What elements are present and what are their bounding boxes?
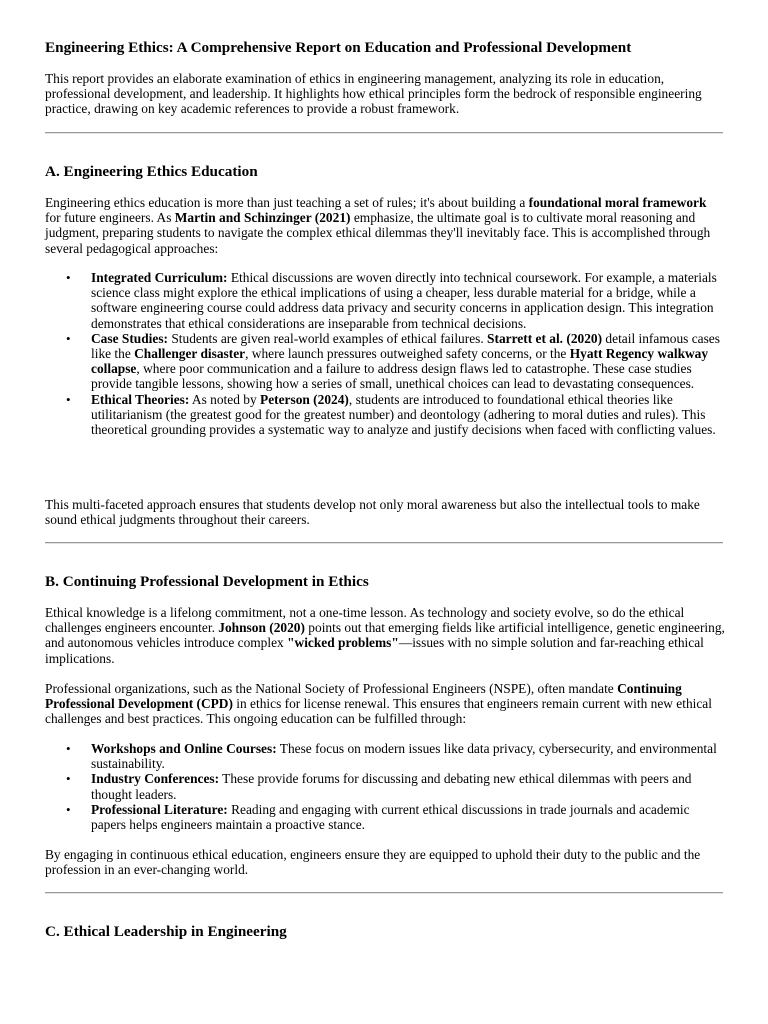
section-b-paragraph-1: Ethical knowledge is a lifelong commitment, not a one-time lesson. As technology and society evolve, so do the ethical challenges engineers encounter. Johnson (2020) points out that emerging fields like artificial intelligence, genetic engineering, and autonomous vehicles introduce complex "wicked problems"—issues with no simple solution and far-reaching ethical implications. xyxy=(45,605,725,666)
bullet-icon: • xyxy=(66,330,71,346)
list-item: • Workshops and Online Courses: These focus on modern issues like data privacy, cybersecurity, and environmental sustainability. xyxy=(66,741,717,772)
section-b-list xyxy=(45,741,725,832)
divider xyxy=(45,892,723,894)
list-item: • Case Studies: Students are given real-world examples of ethical failures. Starrett et al. (2020) detail infamous cases like the Challenger disaster, where launch pressures outweighed safety concerns, or the Hyatt Regency walkway collapse, where poor communication and a failure to address design flaws led to catastrophe. These case studies provide tangible lessons, showing how a series of small, unethical choices can lead to devastating consequences. xyxy=(66,330,720,392)
section-b-paragraph-2: Professional organizations, such as the National Society of Professional Engineers (NSPE), often mandate Continuing Professional Development (CPD) in ethics for license renewal. This ensures that engineers remain current with new ethical challenges and best practices. This ongoing education can be fulfilled through: xyxy=(45,681,712,727)
intro-paragraph: This report provides an elaborate examination of ethics in engineering management, analyzing its role in education, professional development, and leadership. It highlights how ethical principles form the bedrock of responsible engineering practice, drawing on key academic references to provide a robust framework. xyxy=(45,71,702,117)
bullet-icon: • xyxy=(66,771,71,787)
section-a-closing: This multi-faceted approach ensures that students develop not only moral awareness but also the intellectual tools to make sound ethical judgments throughout their careers. xyxy=(45,497,700,528)
report-title: Engineering Ethics: A Comprehensive Report on Education and Professional Development xyxy=(45,39,632,56)
section-a-paragraph: Engineering ethics education is more than just teaching a set of rules; it's about building a foundational moral framework for future engineers. As Martin and Schinzinger (2021) emphasize, the ultimate goal is to cultivate moral reasoning and judgment, preparing students to navigate the complex ethical dilemmas they'll inevitably face. This is accomplished through several pedagogical approaches: xyxy=(45,195,711,256)
bullet-icon: • xyxy=(66,391,71,407)
list-item: • Integrated Curriculum: Ethical discussions are woven directly into technical coursework. For example, a materials science class might explore the ethical implications of using a cheaper, less durable material for a bridge, while a software engineering course could address data privacy and security concerns in application design. This integration demonstrates that ethical considerations are inseparable from technical decisions. xyxy=(66,270,717,331)
list-item: • Professional Literature: Reading and engaging with current ethical discussions in trade journals and academic papers helps engineers maintain a proactive stance. xyxy=(66,801,690,833)
section-a-heading: A. Engineering Ethics Education xyxy=(45,163,258,180)
divider xyxy=(45,132,723,134)
bullet-icon: • xyxy=(66,801,71,817)
divider xyxy=(45,542,723,544)
list-item: • Ethical Theories: As noted by Peterson (2024), students are introduced to foundational ethical theories like utilitarianism (the greatest good for the greatest number) and deontology (adhering to moral duties and rules). This theoretical grounding provides a systematic way to analyze and justify decisions when faced with conflicting values. xyxy=(66,391,716,438)
list-item: • Industry Conferences: These provide forums for discussing and debating new ethical dilemmas with peers and thought leaders. xyxy=(66,771,692,802)
section-a-list xyxy=(45,270,725,437)
section-b-closing: By engaging in continuous ethical education, engineers ensure they are equipped to uphold their duty to the public and the profession in an ever-changing world. xyxy=(45,847,701,878)
bullet-icon: • xyxy=(66,741,71,756)
section-c-heading: C. Ethical Leadership in Engineering xyxy=(45,923,287,940)
bullet-icon: • xyxy=(66,270,71,285)
section-b-heading: B. Continuing Professional Development in Ethics xyxy=(45,573,369,590)
